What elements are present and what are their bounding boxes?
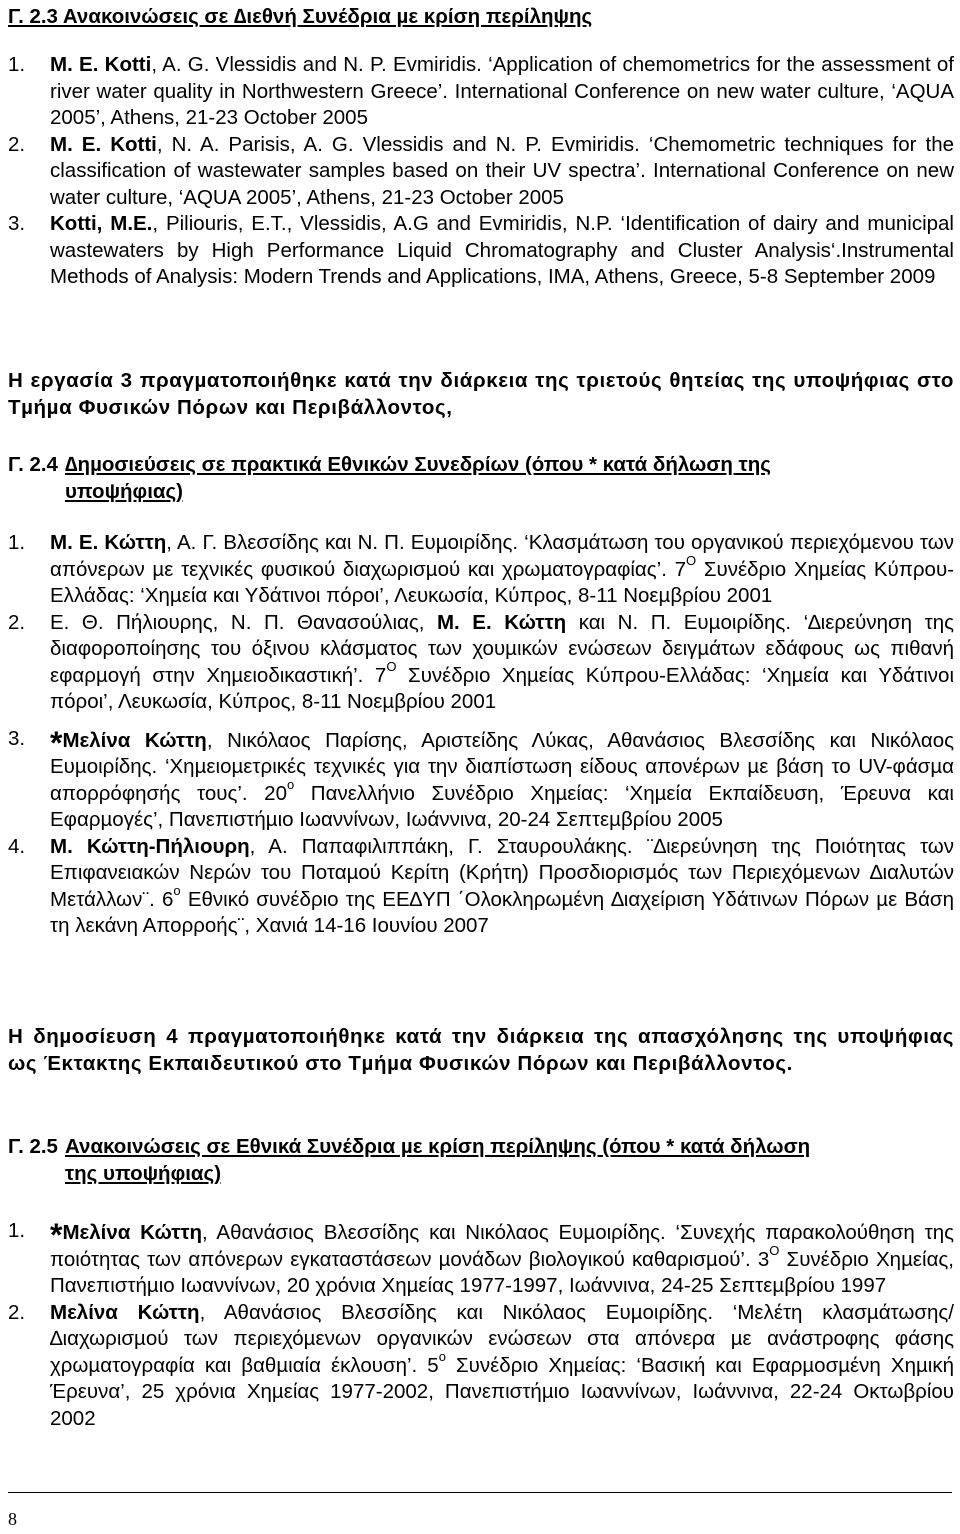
reference-authors: Μελίνα Κώττη	[62, 728, 207, 752]
reference-item	[8, 1300, 954, 1433]
star-marker: *	[50, 1217, 63, 1253]
reference-item	[8, 834, 954, 940]
reference-item	[8, 132, 954, 212]
section-heading-g24	[8, 452, 952, 505]
reference-list-g23	[8, 52, 954, 291]
reference-authors: Μελίνα Κώττη	[50, 1300, 200, 1324]
reference-list-g25	[8, 1218, 954, 1432]
superscript: ο	[438, 1348, 446, 1364]
reference-authors: Kotti, M.E.	[50, 212, 153, 235]
superscript: Ο	[769, 1242, 780, 1258]
reference-number: 2.	[8, 1300, 26, 1324]
reference-number: 2.	[8, 610, 26, 634]
reference-text: , Piliouris, E.T., Vlessidis, A.G and Evmiridis, N.P. ‘Identification of dairy and municipal wastewaters by High Performance Liquid Chromatography and Cluster Analysis‘.Instrumental Methods of Analysis: Modern Trends and Applications, IMA, Athens, Greece, 5-8 September 2009	[50, 212, 954, 288]
superscript: Ο	[386, 658, 397, 674]
superscript: ο	[173, 882, 181, 898]
reference-number: 4.	[8, 834, 26, 858]
reference-text-cont: Συνέδριο Χηµείας Κύπρου-Ελλάδας: ‘Χηµεία και Υδάτινοι πόροι’, Λευκωσία, Κύπρος, 8-11 Νοεµβρίου 2001	[50, 557, 954, 607]
section-title-line1: ∆ηµοσιεύσεις σε πρακτικά Εθνικών Συνεδρίων (όπου * κατά δήλωση της	[65, 453, 771, 476]
reference-text: , A. G. Vlessidis and N. P. Evmiridis. ‘Application of chemometrics for the assessment of river water quality in Northwestern Greece’. International Conference on new water culture, ‘AQUA 2005’, Athens, 21-23 October 2005	[50, 53, 954, 129]
star-marker: *	[50, 724, 63, 761]
superscript: Ο	[686, 552, 697, 568]
superscript: ο	[286, 776, 295, 792]
reference-text-cont: Εθνικό συνέδριο της ΕΕ∆ΥΠ ΄Ολοκληρωµένη ∆ιαχείριση Υδάτινων Πόρων µε Βάση τη λεκάνη Απορροής¨, Χανιά 14-16 Ιουνίου 2007	[50, 887, 954, 937]
reference-text-cont: Πανελλήνιο Συνέδριο Χηµείας: ‘Χηµεία Εκπαίδευση, Έρευνα και Εφαρµογές’, Πανεπιστήµιο Ιωαννίνων, Ιωάννινα, 20-24 Σεπτεµβρίου 2005	[50, 781, 954, 831]
reference-text-cont: Συνέδριο Χηµείας, Πανεπιστήµιο Ιωαννίνων, 20 χρόνια Χηµείας 1977-1997, Ιωάννινα, 24-25 Σεπτεµβρίου 1997	[50, 1247, 954, 1297]
reference-text-cont: Συνέδριο Χηµείας: ‘Βασική και Εφαρµοσµένη Χηµική Έρευνα’, 25 χρόνια Χηµείας 1977-2002, Πανεπιστήµιο Ιωαννίνων, Ιωάννινα, 22-24 Οκτωβρίου 2002	[50, 1353, 954, 1430]
reference-item	[8, 530, 954, 610]
section-number: Γ. 2.5	[8, 1135, 58, 1158]
reference-authors: Μελίνα Κώττη	[62, 1221, 203, 1244]
reference-text: , Α. Γ. Βλεσσίδης και Ν. Π. Ευµοιρίδης. ‘Κλασµάτωση του οργανικού περιεχόµενου των απόνερων µε τεχνικές φυσικού διαχωρισµού και χρωµατογραφίας’. 7	[50, 531, 954, 581]
reference-number: 2.	[8, 132, 26, 156]
reference-authors: Μ. Ε. Κώττη	[50, 531, 167, 554]
section-number: Γ. 2.4	[8, 453, 58, 476]
reference-text: , Αθανάσιος Βλεσσίδης και Νικόλαος Ευµοιρίδης. ‘Μελέτη κλασµάτωσης/∆ιαχωρισµού των περιεχόµενων οργανικών ενώσεων στα απόνερα µε ανάστροφης φάσης χρωµατογραφία και βαθµιαία έκλουση’. 5	[50, 1300, 954, 1377]
reference-coauthors: Ε. Θ. Πήλιουρης, Ν. Π. Θανασούλιας,	[50, 610, 437, 634]
section-title-line2: υποψήφιας)	[65, 479, 183, 503]
reference-text: , N. A. Parisis, A. G. Vlessidis and N. P. Evmiridis. ‘Chemometric techniques for the classification of wastewater samples based on their UV spectra’. International Conference on new water culture, ‘AQUA 2005’, Athens, 21-23 October 2005	[50, 132, 954, 209]
reference-authors: Μ. Κώττη-Πήλιουρη	[50, 834, 250, 858]
reference-number: 1.	[8, 53, 26, 76]
reference-text: , Αθανάσιος Βλεσσίδης και Νικόλαος Ευµοιρίδης. ‘Συνεχής παρακολούθηση της ποιότητας των απόνερων εγκαταστάσεων µονάδων βιολογικού καθαρισµού’. 3	[50, 1221, 954, 1271]
reference-item	[8, 726, 954, 834]
reference-item	[8, 52, 954, 132]
reference-authors: M. E. Kotti	[50, 132, 157, 156]
section-title-line2: της υποψήφιας)	[65, 1161, 222, 1185]
note-paragraph-2: Η δηµοσίευση 4 πραγµατοποιήθηκε κατά την διάρκεια της απασχόλησης της υποψήφιας ως Έκτακτης Εκπαιδευτικού στο Τµήµα Φυσικών Πόρων και Περιβάλλοντος.	[8, 1025, 954, 1075]
reference-authors: Μ. Ε. Κώττη	[436, 610, 567, 634]
section-title-line1: Ανακοινώσεις σε Εθνικά Συνέδρια µε κρίση περίληψης (όπου * κατά δήλωση	[65, 1135, 811, 1158]
page-number: 8	[8, 1509, 17, 1529]
note-paragraph-1: Η εργασία 3 πραγµατοποιήθηκε κατά την διάρκεια της τριετούς θητείας της υποψήφιας στο Τµήµα Φυσικών Πόρων και Περιβάλλοντος,	[8, 369, 954, 419]
reference-text: , Α. Παπαφιλιππάκη, Γ. Σταυρουλάκης. ¨∆ιερεύνηση της Ποιότητας των Επιφανειακών Νερών του Ποταµού Κερίτη (Κρήτη) Προσδιορισµός των Περιεχόµενων ∆ιαλυτών Μετάλλων¨. 6	[50, 834, 955, 911]
section-heading-g25	[8, 1134, 952, 1187]
footer-rule	[8, 1492, 952, 1493]
reference-text: και Ν. Π. Ευµοιρίδης. ‘∆ιερεύνηση της διαφοροποίησης του όξινου κλάσµατος των χουµικών ενώσεων δειγµάτων εδάφους ως πιθανή εφαρµογή στην Χηµειοδικαστική’. 7	[50, 610, 955, 687]
reference-text-cont: Συνέδριο Χηµείας Κύπρου-Ελλάδας: ‘Χηµεία και Υδάτινοι πόροι’, Λευκωσία, Κύπρος, 8-11 Νοεµβρίου 2001	[50, 663, 955, 713]
reference-text: , Νικόλαος Παρίσης, Αριστείδης Λύκας, Αθανάσιος Βλεσσίδης και Νικόλαος Ευµοιρίδης. ‘Χηµειοµετρικές τεχνικές για την διαπίστωση είδους απονέρων µε βάση το UV-φάσµα απορρόφησής τους’. 20	[50, 728, 954, 805]
reference-number: 3.	[8, 212, 26, 235]
reference-list-g24	[8, 530, 954, 940]
reference-item	[8, 211, 954, 291]
reference-number: 3.	[8, 726, 26, 750]
reference-item	[8, 1218, 954, 1300]
reference-number: 1.	[8, 1219, 26, 1242]
reference-item	[8, 610, 954, 716]
reference-number: 1.	[8, 531, 26, 554]
section-heading-g23: Γ. 2.3 Ανακοινώσεις σε ∆ιεθνή Συνέδρια µε κρίση περίληψης	[8, 5, 593, 28]
reference-authors: M. E. Kotti	[50, 53, 152, 76]
